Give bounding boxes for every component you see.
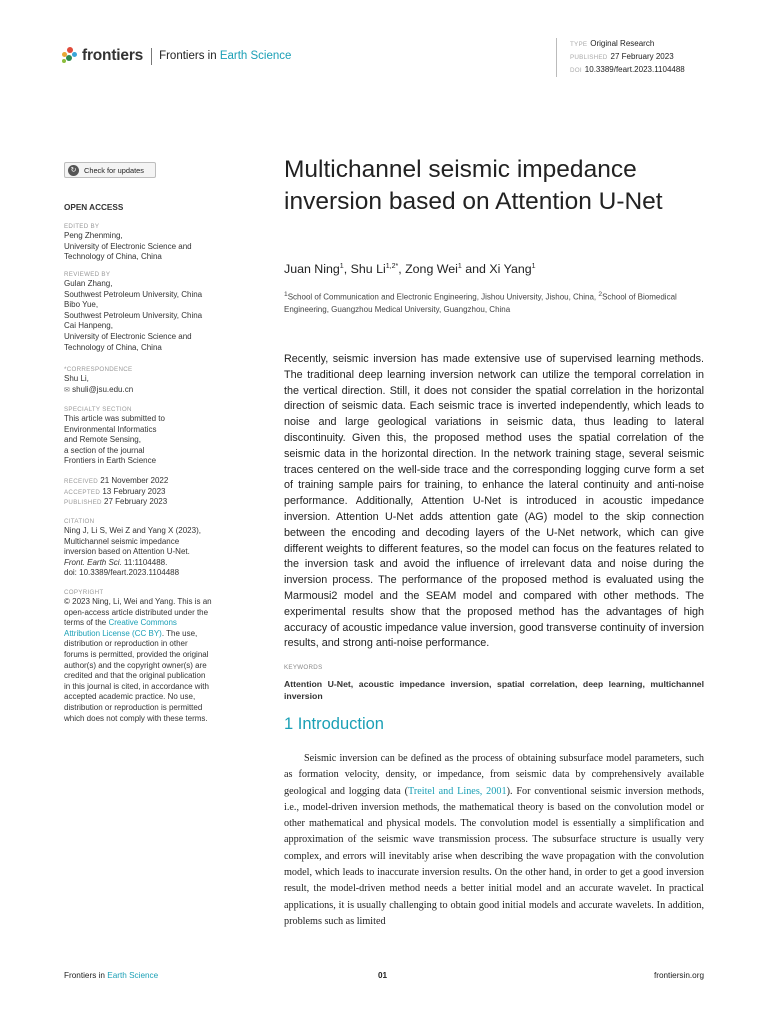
keywords-label: KEYWORDS: [284, 664, 323, 671]
footer-site-link[interactable]: frontiersin.org: [653, 971, 704, 980]
cc-by-license-link[interactable]: Creative Commons Attribution License (CC BY): [64, 618, 177, 638]
section-heading: 1 Introduction: [284, 715, 384, 733]
meta-type: TYPE Original Research: [570, 39, 655, 48]
introduction-paragraph: Seismic inversion can be defined as the process of obtaining subsurface model parameters, such as formation velocity, density, or impedance, from seismic data by comprehensively available geological and logging data (Treitel and Lines, 2001). For conventional seismic inversion methods, i.e., model-driven inversion methods, the mathematical theory is based on the convolution model or other mathematical and physical models. The convolution model is essentially a simplification and approximation of the seismic wave transmission process. The subsurface structure is usually very complex, and errors will inevitably arise when describing the wave propagation with the convolution model, which leads to inaccurate inversion results. On the other hand, in order to get a good inversion result, the model-driven method needs a better initial model and an accurate wavelet. In practical applications, it is usually challenging to obtain good initial models and accurate wavelets. In addition, problems such as limited: [284, 753, 704, 927]
meta-doi: DOI 10.3389/feart.2023.1104488: [570, 65, 685, 74]
logo-wordmark: frontiers: [82, 47, 144, 64]
logo-divider: [151, 48, 152, 65]
copyright-block: COPYRIGHT © 2023 Ning, Li, Wei and Yang. This is an open-access article distributed under the terms of the Creative Commons Attribution License (CC BY). The use, distribution or reproduction in other forums is permitted, provided the original author(s) and the copyright owner(s) are credited and that the original publication in this journal is cited, in accordance with accepted academic practice. No use, distribution or reproduction is permitted which does not comply with these terms.: [64, 589, 212, 723]
envelope-icon: ✉: [64, 386, 70, 394]
edited-by-block: EDITED BY Peng Zhenming, University of Electronic Science and Technology of China, China: [64, 223, 192, 262]
meta-published: PUBLISHED 27 February 2023: [570, 52, 674, 61]
reviewed-by-block: REVIEWED BY Gulan Zhang, Southwest Petroleum University, China Bibo Yue, Southwest Petroleum University, China Cai Hanpeng, University of Electronic Science and Technology of China, China: [64, 271, 203, 352]
frontiers-logo-icon: [62, 47, 78, 65]
author: Zong Wei: [405, 262, 458, 276]
author: Xi Yang: [489, 262, 532, 276]
article-title: Multichannel seismic impedance inversion based on Attention U-Net: [284, 156, 663, 215]
affiliations: $^1$School of Communication and Electronic Engineering, Jishou University, Jishou, China, $^2$School of Biomedical Engineering, Guangzhou Medical University, Guangzhou, China: [284, 291, 677, 314]
email-link[interactable]: ✉ shuli@jsu.edu.cn: [64, 384, 134, 394]
article-meta: [556, 38, 685, 77]
author-list: Juan Ning$^1$, Shu $Li^{1,2*}$, Zong Wei$^1$ and Xi Yang$^1$: [284, 262, 536, 276]
keywords: Attention U-Net, acoustic impedance inversion, spatial correlation, deep learning, multichannel inversion: [284, 679, 704, 702]
frontiers-logo[interactable]: [62, 47, 291, 65]
check-for-updates-button[interactable]: ↻ Check for updates: [64, 162, 156, 178]
abstract: Recently, seismic inversion has made extensive use of supervised learning methods. The traditional deep learning inversion network can utilize the temporal correlation in the vertical direction. Still, it does not consider the spatial correlation in the horizontal direction of seismic data. Each seismic trace is inverted independently, which leads to noise and large geological variations in seismic data, thus leading to lateral discontinuity. Given this, the proposed method uses the spatial correlation of the seismic data in the horizontal direction. In the network training stage, several seismic traces centered on the well-side trace and the corresponding logging curve form a set of training sample pairs for training, to enhance the lateral continuity and anti-noise performance. Additionally, Attention U-Net is introduced in acoustic impedance inversion. Attention U-Net adds attention gate (AG) model to the skip connection between the encoding and decoding layers of the U-Net network, which can give different weights to different features, so the model can focus on the features related to the inversion task and avoid the influence of irrelevant data and noise during the inversion process. The performance of the proposed method is evaluated using the Marmousi2 model and the SEAM model and compared with other methods. The experimental results show that the proposed method has the advantages of high accuracy of acoustic impedance value inversion, good transverse continuity of inversion results, and strong anti-noise performance.: [284, 353, 704, 650]
correspondence-block: *CORRESPONDENCE Shu Li, ✉ shuli@jsu.edu.cn: [64, 365, 236, 396]
refresh-icon: ↻: [68, 165, 79, 176]
page-number: 01: [378, 971, 388, 980]
journal-name: Frontiers in Earth Science: [159, 50, 292, 62]
footer-journal: Frontiers in Earth Science: [64, 971, 159, 980]
author: Juan Ning: [284, 262, 340, 276]
open-access-label: OPEN ACCESS: [64, 203, 124, 212]
specialty-block: SPECIALTY SECTION This article was submitted to Environmental Informatics and Remote Sensing, a section of the journal Frontiers in Earth Science: [64, 406, 165, 466]
dates-block: RECEIVED 21 November 2022 ACCEPTED 13 February 2023 PUBLISHED 27 February 2023: [64, 476, 169, 507]
citation-block: CITATION Ning J, Li S, Wei Z and Yang X (2023), Multichannel seismic impedance inversion based on Attention U-Net. Front. Earth Sci. 11:1104488. doi: 10.3389/feart.2023.1104488: [64, 518, 201, 578]
reference-link[interactable]: Treitel and Lines, 2001: [407, 785, 507, 797]
author: Shu Li: [350, 262, 386, 276]
